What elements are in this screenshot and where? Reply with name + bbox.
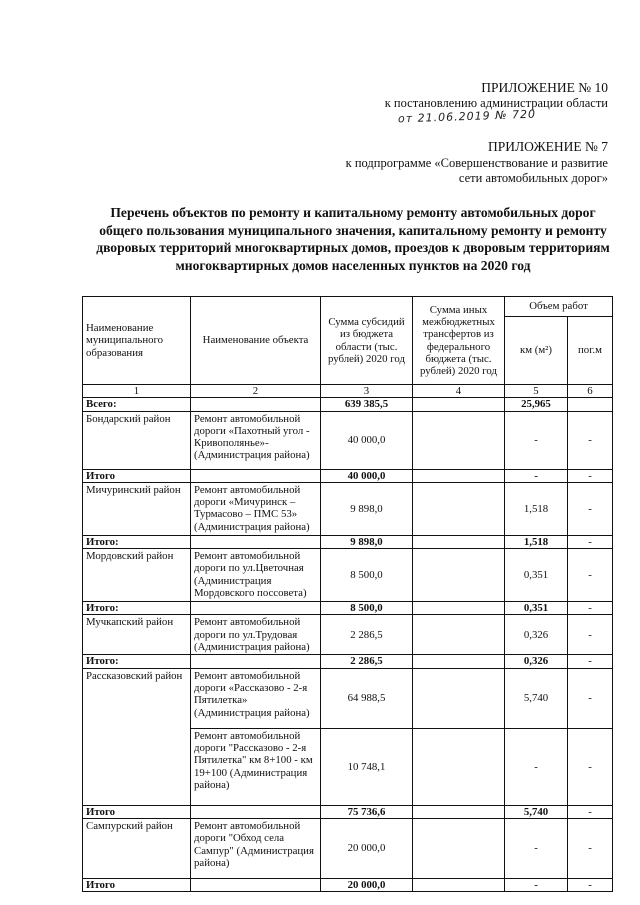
transfers-amount — [413, 879, 505, 892]
grand-total-km: 25,965 — [505, 398, 568, 411]
object-name: Ремонт автомобильной дороги «Рассказово - 2-я Пятилетка» (Администрация района) — [191, 668, 321, 728]
subtotal-km: 5,740 — [505, 805, 568, 818]
grand-total-object — [191, 398, 321, 411]
transfers-amount — [413, 615, 505, 655]
grand-total-transfers — [413, 398, 505, 411]
volume-pogm: - — [568, 411, 613, 469]
volume-pogm: - — [568, 805, 613, 818]
subtotal-row — [83, 602, 613, 615]
header-transfers: Сумма иных межбюджетных трансфертов из федерального бюджета (тыс. рублей) 2020 год — [413, 297, 505, 385]
volume-km: 0,326 — [505, 615, 568, 655]
subtotal-subsidy: 2 286,5 — [321, 655, 413, 668]
transfers-amount — [413, 549, 505, 602]
appendix-10-subtitle: к постановлению администрации области — [384, 96, 608, 110]
volume-pogm: - — [568, 549, 613, 602]
volume-pogm: - — [568, 668, 613, 728]
subtotal-row — [83, 805, 613, 818]
col-number: 4 — [413, 385, 505, 398]
table-row — [83, 668, 613, 728]
subtotal-km: 1,518 — [505, 535, 568, 548]
subtotal-object — [191, 602, 321, 615]
transfers-amount — [413, 602, 505, 615]
transfers-amount — [413, 728, 505, 805]
subtotal-subsidy: 20 000,0 — [321, 879, 413, 892]
volume-km: 0,351 — [505, 549, 568, 602]
col-number: 3 — [321, 385, 413, 398]
objects-table — [82, 296, 613, 892]
subtotal-label: Итого — [83, 879, 191, 892]
municipality-name: Бондарский район — [83, 411, 191, 469]
volume-pogm: - — [568, 482, 613, 535]
object-name: Ремонт автомобильной дороги «Мичуринск – Турмасово – ПМС 53» (Администрация района) — [191, 482, 321, 535]
subtotal-subsidy: 75 736,6 — [321, 805, 413, 818]
subsidy-amount: 20 000,0 — [321, 819, 413, 879]
subsidy-amount: 64 988,5 — [321, 668, 413, 728]
subtotal-km: 0,351 — [505, 602, 568, 615]
table-row — [83, 549, 613, 602]
object-name: Ремонт автомобильной дороги "Рассказово - 2-я Пятилетка" км 8+100 - км 19+100 (Администрация района) — [191, 728, 321, 805]
object-name: Ремонт автомобильной дороги «Пахотный угол - Кривополянье»- (Администрация района) — [191, 411, 321, 469]
transfers-amount — [413, 482, 505, 535]
transfers-amount — [413, 469, 505, 482]
volume-pogm: - — [568, 728, 613, 805]
transfers-amount — [413, 411, 505, 469]
header-object: Наименование объекта — [191, 297, 321, 385]
subsidy-amount: 40 000,0 — [321, 411, 413, 469]
subtotal-subsidy: 8 500,0 — [321, 602, 413, 615]
volume-km: - — [505, 728, 568, 805]
grand-total-subsidy: 639 385,5 — [321, 398, 413, 411]
object-name: Ремонт автомобильной дороги "Обход села Сампур" (Администрация района) — [191, 819, 321, 879]
table-row — [83, 411, 613, 469]
subtotal-row — [83, 879, 613, 892]
appendix-7-subtitle-line1: к подпрограмме «Совершенствование и развитие — [345, 156, 608, 170]
grand-total-pogm — [568, 398, 613, 411]
subtotal-object — [191, 469, 321, 482]
appendix-10-heading: ПРИЛОЖЕНИЕ № 10 — [481, 80, 608, 95]
volume-pogm: - — [568, 879, 613, 892]
subtotal-object — [191, 879, 321, 892]
subtotal-subsidy: 40 000,0 — [321, 469, 413, 482]
grand-total-row — [83, 398, 613, 411]
subtotal-km: - — [505, 469, 568, 482]
table-row — [83, 819, 613, 879]
subsidy-amount: 8 500,0 — [321, 549, 413, 602]
volume-pogm: - — [568, 615, 613, 655]
subtotal-object — [191, 535, 321, 548]
subtotal-row — [83, 535, 613, 548]
municipality-name: Мичуринский район — [83, 482, 191, 535]
header-km: км (м²) — [505, 317, 568, 385]
transfers-amount — [413, 819, 505, 879]
municipality-name: Сампурский район — [83, 819, 191, 879]
column-number-row — [83, 385, 613, 398]
municipality-name: Рассказовский район — [83, 668, 191, 805]
subtotal-row — [83, 469, 613, 482]
subsidy-amount: 10 748,1 — [321, 728, 413, 805]
subtotal-label: Итого: — [83, 602, 191, 615]
transfers-amount — [413, 805, 505, 818]
col-number: 5 — [505, 385, 568, 398]
col-number: 6 — [568, 385, 613, 398]
object-name: Ремонт автомобильной дороги по ул.Трудовая (Администрация района) — [191, 615, 321, 655]
subtotal-object — [191, 655, 321, 668]
header-subsidy: Сумма субсидий из бюджета области (тыс. рублей) 2020 год — [321, 297, 413, 385]
volume-pogm: - — [568, 655, 613, 668]
subtotal-object — [191, 805, 321, 818]
table-row — [83, 482, 613, 535]
volume-km: 1,518 — [505, 482, 568, 535]
subtotal-label: Итого: — [83, 535, 191, 548]
subtotal-label: Итого — [83, 469, 191, 482]
object-name: Ремонт автомобильной дороги по ул.Цветочная (Администрация Мордовского поссовета) — [191, 549, 321, 602]
volume-km: - — [505, 411, 568, 469]
col-number: 1 — [83, 385, 191, 398]
header-municipality: Наименование муниципального образования — [83, 297, 191, 385]
subtotal-label: Итого: — [83, 655, 191, 668]
volume-pogm: - — [568, 469, 613, 482]
volume-km: - — [505, 819, 568, 879]
municipality-name: Мордовский район — [83, 549, 191, 602]
subsidy-amount: 9 898,0 — [321, 482, 413, 535]
transfers-amount — [413, 668, 505, 728]
subtotal-subsidy: 9 898,0 — [321, 535, 413, 548]
header-pogm: пог.м — [568, 317, 613, 385]
subsidy-amount: 2 286,5 — [321, 615, 413, 655]
appendix-7-heading: ПРИЛОЖЕНИЕ № 7 — [487, 139, 608, 154]
transfers-amount — [413, 535, 505, 548]
subtotal-km: - — [505, 879, 568, 892]
handwritten-date-number: от 21.06.2019 № 720 — [397, 107, 537, 126]
volume-km: 5,740 — [505, 668, 568, 728]
document-title: Перечень объектов по ремонту и капитальному ремонту автомобильных дорог общего пользования муниципального значения, капитальному ремонту и ремонту дворовых территорий многоквартирных домов, проездов к дворовым территориям многоквартирных домов населенных пунктов на 2020 год — [96, 205, 610, 273]
volume-pogm: - — [568, 602, 613, 615]
transfers-amount — [413, 655, 505, 668]
subtotal-km: 0,326 — [505, 655, 568, 668]
subtotal-label: Итого — [83, 805, 191, 818]
volume-pogm: - — [568, 819, 613, 879]
volume-pogm: - — [568, 535, 613, 548]
municipality-name: Мучкапский район — [83, 615, 191, 655]
table-row — [83, 615, 613, 655]
header-volume: Объем работ — [505, 297, 613, 317]
grand-total-label: Всего: — [83, 398, 191, 411]
col-number: 2 — [191, 385, 321, 398]
subtotal-row — [83, 655, 613, 668]
appendix-7-subtitle-line2: сети автомобильных дорог» — [458, 171, 608, 185]
